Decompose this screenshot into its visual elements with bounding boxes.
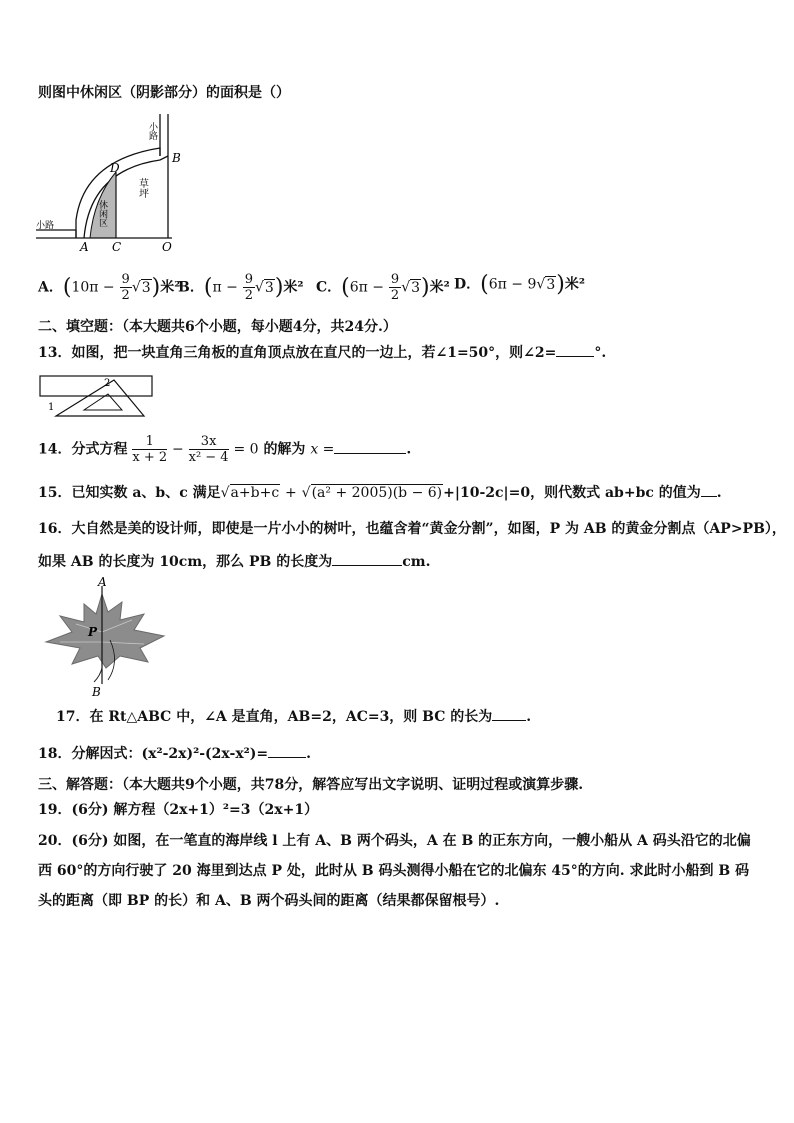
question-16-line2: 如果 AB 的长度为 10cm，那么 PB 的长度为 cm.	[38, 554, 431, 570]
fig1-lawn: 草坪	[136, 178, 148, 198]
question-19: 19．(6分) 解方程（2x+1）²=3（2x+1）	[38, 802, 319, 818]
q13-answer-blank[interactable]	[556, 344, 594, 357]
q14-answer-blank[interactable]	[334, 441, 406, 454]
fig1-label-B: B	[172, 151, 181, 165]
fig1-label-O: O	[162, 240, 172, 254]
q16-answer-blank[interactable]	[332, 553, 402, 566]
question-20: 20．(6分) 如图，在一笔直的海岸线 l 上有 A、B 两个码头，A 在 B 的正东方向，一艘小船从 A 码头沿它的北偏西 60°的方向行驶了 20 海里到达点 P 处，此时从 B 码头测得小船在它的北偏东 45°的方向. 求此时小船到 B 码头的距离（即 BP 的长）和 A、B 两个码头间的距离（结果都保留根号）.	[38, 833, 751, 909]
fig1-rest-area: 休闲区	[97, 200, 107, 227]
fig3-label-B: B	[92, 685, 101, 698]
fig1-road-left: 小路	[36, 221, 55, 231]
option-c[interactable]: C．(6π − $\frac{9}{2}$ √3)米²	[316, 272, 450, 303]
fig1-label-A: A	[80, 240, 89, 254]
section-2-heading: 二、填空题：（本大题共6个小题，每小题4分，共24分.）	[38, 319, 397, 335]
maple-leaf-diagram	[36, 576, 172, 698]
fig3-label-P: P	[88, 625, 98, 639]
fig1-road-top: 小路	[147, 122, 157, 140]
q15-answer-blank[interactable]	[701, 484, 717, 497]
question-17: 17．在 Rt△ABC 中，∠A 是直角，AB=2，AC=3，则 BC 的长为 .	[56, 709, 532, 725]
q17-answer-blank[interactable]	[492, 708, 526, 721]
option-d[interactable]: D．(6π − 9√3)米²	[454, 272, 585, 297]
option-b[interactable]: B．(π − $\frac{9}{2}$ √3)米²	[178, 272, 304, 303]
q18-answer-blank[interactable]	[268, 745, 306, 758]
question-18: 18．分解因式：(x²-2x)²-(2x-x²)= .	[38, 746, 312, 762]
fig3-label-A: A	[98, 576, 107, 589]
fig2-label-1: 1	[48, 402, 55, 413]
park-diagram	[32, 108, 192, 256]
ruler-triangle-diagram	[36, 372, 156, 424]
question-16-line1: 16．大自然是美的设计师，即使是一片小小的树叶，也蕴含着“黄金分割”，如图，P 为 AB 的黄金分割点（AP>PB），	[38, 521, 786, 537]
question-13: 13．如图，把一块直角三角板的直角顶点放在直尺的一边上，若∠1=50°，则∠2= °.	[38, 345, 607, 361]
fig1-label-C: C	[112, 240, 122, 254]
fig2-label-2: 2	[104, 378, 111, 389]
fig1-label-D: D	[110, 161, 120, 175]
question-intro: 则图中休闲区（阴影部分）的面积是（）	[38, 85, 290, 101]
question-14: 14．分式方程 $\frac{1}{x + 2}$ − $\frac{3x}{\text{x² − 4}}$ = 0 的解为 x = .	[38, 434, 412, 465]
section-3-heading: 三、解答题：（本大题共9个小题，共78分，解答应写出文字说明、证明过程或演算步骤.	[38, 777, 584, 793]
option-a[interactable]: A．(10π − $\frac{9}{2}$ √3)米²	[38, 272, 181, 303]
question-15: 15．已知实数 a、b、c 满足√a+b+c + √(a² + 2005)(b − 6)+|10-2c|=0，则代数式 ab+bc 的值为 .	[38, 485, 722, 501]
